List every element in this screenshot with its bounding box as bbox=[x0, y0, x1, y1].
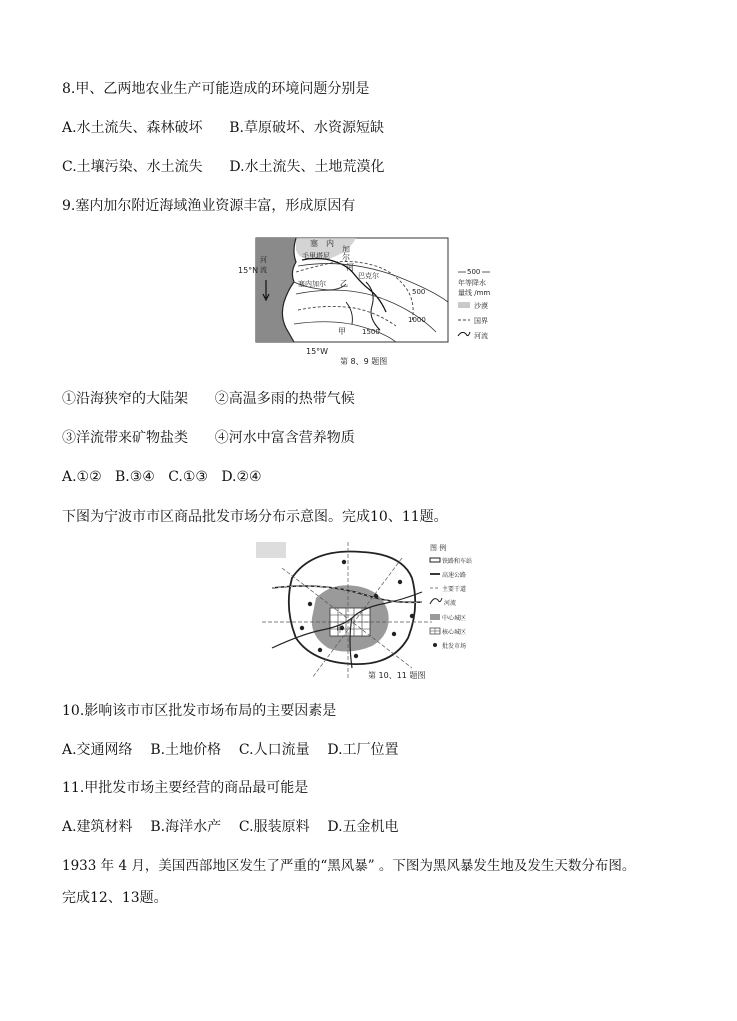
ningbo-map bbox=[252, 538, 486, 682]
isoline-1500-value: 1500 bbox=[362, 328, 380, 336]
legend-market-swatch bbox=[433, 643, 437, 647]
legend-title: 图 例 bbox=[430, 544, 447, 552]
lon-label: 15°W bbox=[306, 347, 329, 356]
intro-10-11: 下图为宁波市市区商品批发市场分布示意图。完成10、11题。 bbox=[62, 509, 448, 525]
senegal-map-figure bbox=[236, 232, 500, 372]
intro-12-13-line2: 完成12、13题。 bbox=[62, 890, 168, 906]
legend-river: 河流 bbox=[474, 332, 488, 340]
intro-12-13-line1: 1933 年 4 月，美国西部地区发生了严重的“黑风暴” 。下图为黑风暴发生地及发生天数分布图。 bbox=[62, 858, 636, 874]
label-senegal: 塞内加尔 bbox=[298, 280, 326, 288]
q10-options: A.交通网络 B.土地价格 C.人口流量 D.工厂位置 bbox=[62, 742, 399, 758]
q10-stem: 10.影响该市市区批发市场布局的主要因素是 bbox=[62, 703, 337, 719]
label-yi: 乙 bbox=[340, 279, 348, 288]
label-bakel: 巴克尔 bbox=[358, 272, 379, 280]
map2-caption: 第 10、11 题图 bbox=[368, 671, 426, 680]
q9-statements-12: ①沿海狭窄的大陆架 ②高温多雨的热带气候 bbox=[62, 391, 355, 407]
legend-core: 核心城区 bbox=[442, 629, 467, 636]
q9-options: A.①② B.③④ C.①③ D.②④ bbox=[62, 469, 262, 485]
legend-isohyet-label-1: 年等降水 bbox=[458, 279, 486, 287]
legend-market: 批发市场 bbox=[442, 643, 467, 650]
blurred-label bbox=[256, 542, 286, 558]
label-mauritania: 毛里塔尼 bbox=[302, 252, 330, 260]
legend-rail-swatch bbox=[430, 558, 440, 562]
legend-highway: 高速公路 bbox=[442, 572, 467, 579]
q8-stem: 8.甲、乙两地农业生产可能造成的环境问题分别是 bbox=[62, 81, 370, 97]
legend-border: 国界 bbox=[474, 317, 488, 325]
legend-center-swatch bbox=[430, 614, 440, 620]
legend-desert: 沙漠 bbox=[474, 302, 488, 310]
q11-options: A.建筑材料 B.海洋水产 C.服装原料 D.五金机电 bbox=[62, 819, 399, 835]
legend-road: 主要干道 bbox=[442, 586, 467, 593]
senegal-map bbox=[236, 232, 500, 372]
q9-statements-34: ③洋流带来矿物盐类 ④河水中富含营养物质 bbox=[62, 430, 355, 446]
lat-label: 15°N bbox=[238, 266, 259, 275]
legend-desert-swatch bbox=[458, 302, 470, 308]
map1-caption: 第 8、9 题图 bbox=[340, 357, 388, 366]
legend-river-swatch bbox=[430, 598, 442, 604]
label-jia: 加 bbox=[342, 245, 350, 254]
isoline-1000-value: 1000 bbox=[408, 316, 426, 324]
label-jia-place: 甲 bbox=[338, 327, 346, 336]
q9-stem: 9.塞内加尔附近海域渔业资源丰富，形成原因有 bbox=[62, 198, 356, 214]
q8-options-cd: C.土壤污染、水土流失 D.水土流失、土地荒漠化 bbox=[62, 159, 385, 175]
label-nei: 内 bbox=[326, 239, 334, 248]
legend-isohyet-label-2: 量线 /mm bbox=[458, 289, 491, 297]
q11-stem: 11.甲批发市场主要经营的商品最可能是 bbox=[62, 780, 309, 796]
legend-isohyet-value: 500 bbox=[467, 268, 481, 276]
isoline-500-value: 500 bbox=[412, 288, 426, 296]
label-river-left-2: 流 bbox=[260, 266, 267, 274]
label-river-left-1: 河 bbox=[260, 256, 267, 264]
legend-river-swatch bbox=[458, 332, 470, 336]
market-jia-label: 甲 bbox=[336, 625, 344, 634]
legend-center: 中心城区 bbox=[442, 615, 467, 622]
legend-river: 河流 bbox=[444, 600, 457, 607]
q8-options-ab: A.水土流失、森林破坏 B.草原破坏、水资源短缺 bbox=[62, 120, 384, 136]
label-sai: 塞 bbox=[310, 239, 318, 248]
ningbo-map-figure bbox=[252, 538, 486, 682]
legend-rail: 铁路和车站 bbox=[442, 558, 473, 565]
legend-core-swatch bbox=[430, 628, 440, 634]
label-he: 河 bbox=[346, 263, 354, 272]
label-er: 尔 bbox=[342, 253, 350, 262]
